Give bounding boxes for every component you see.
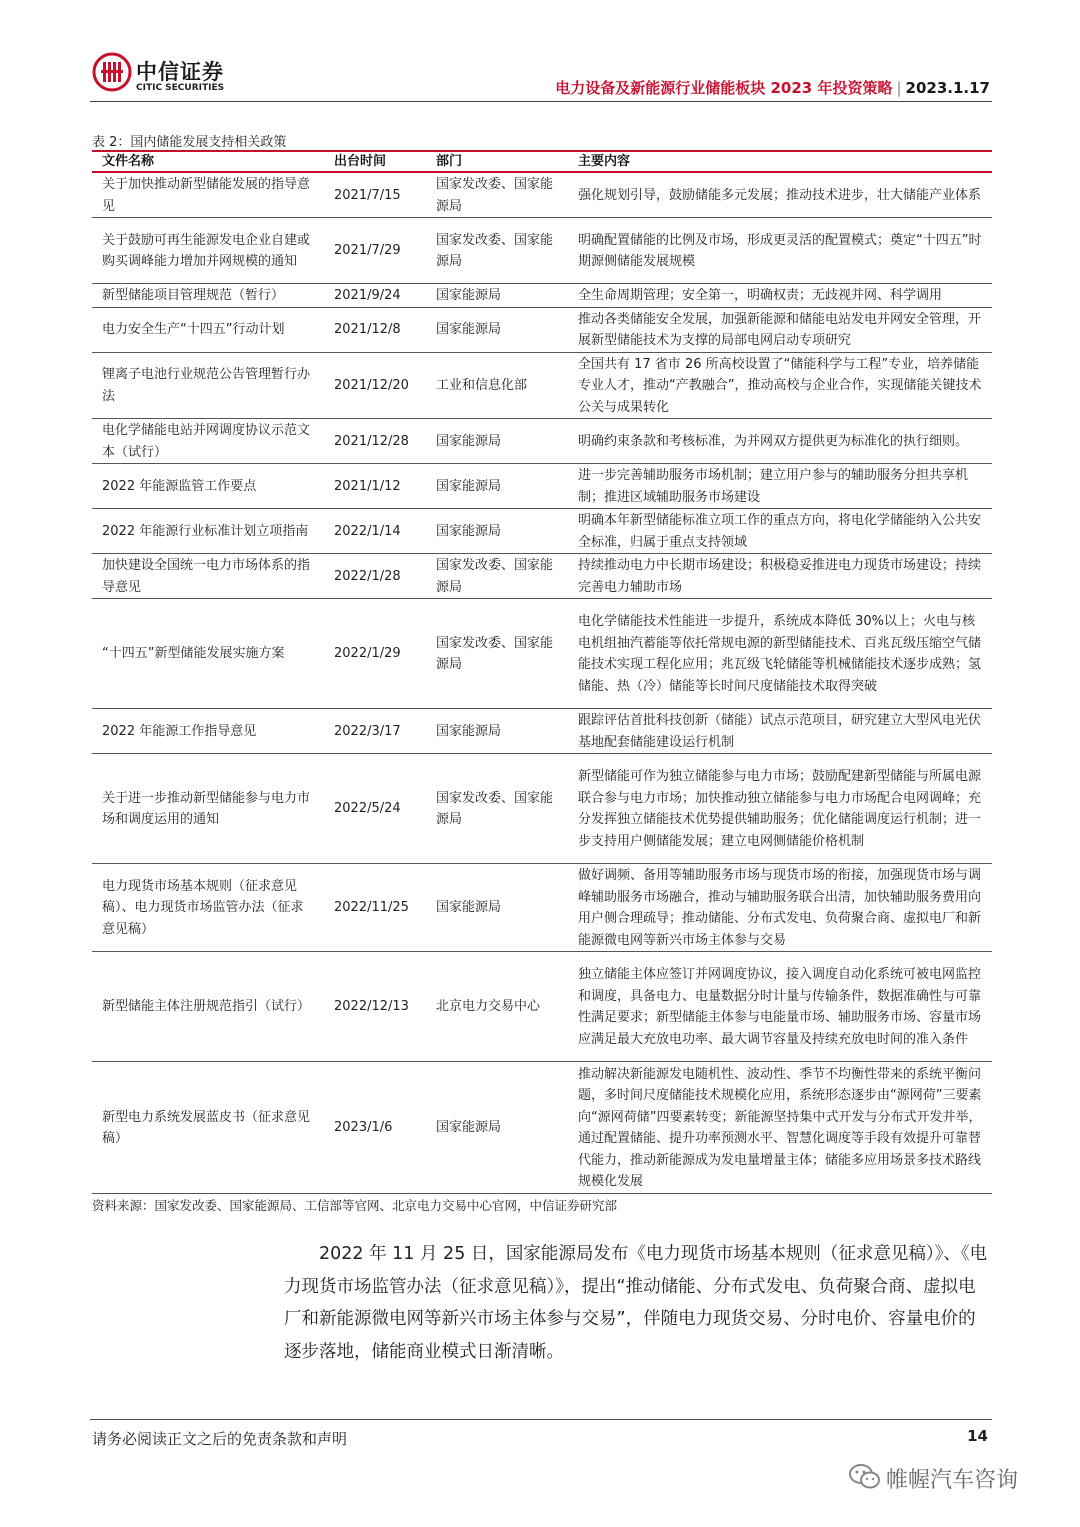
cell-date: 2022/1/14 — [324, 509, 426, 554]
cell-document-name: 新型电力系统发展蓝皮书（征求意见稿） — [92, 1062, 324, 1194]
cell-date: 2022/11/25 — [324, 864, 426, 952]
cell-date: 2022/3/17 — [324, 709, 426, 754]
cell-date: 2021/12/20 — [324, 352, 426, 419]
watermark-text: 帷幄汽车咨询 — [886, 1468, 1019, 1493]
cell-document-name: 关于进一步推动新型储能参与电力市场和调度运用的通知 — [92, 754, 324, 864]
table-row — [92, 352, 992, 419]
table-row — [92, 754, 992, 864]
cell-content: 独立储能主体应签订并网调度协议，接入调度自动化系统可被电网监控和调度，具备电力、电量数据分时计量与传输条件，数据准确性与可靠性满足要求；新型储能主体参与电能量市场、辅助服务市场、容量市场应满足最大充放电功率、最大调节容量及持续充放电时间的准入条件 — [568, 952, 992, 1062]
cell-department: 国家能源局 — [426, 419, 568, 464]
table-caption: 表 2：国内储能发展支持相关政策 — [92, 135, 287, 150]
cell-content: 全国共有 17 省市 26 所高校设置了“储能科学与工程”专业，培养储能专业人才，推动“产教融合”，推动高校与企业合作，实现储能关键技术公关与成果转化 — [568, 352, 992, 419]
cell-content: 明确配置储能的比例及市场，形成更灵活的配置模式；奠定“十四五”时期源侧储能发展规模 — [568, 218, 992, 284]
cell-content: 做好调频、备用等辅助服务市场与现货市场的衔接，加强现货市场与调峰辅助服务市场融合，推动与辅助服务联合出清，加快辅助服务费用向用户侧合理疏导；推动储能、分布式发电、负荷聚合商、虚拟电厂和新能源微电网等新兴市场主体参与交易 — [568, 864, 992, 952]
cell-department: 工业和信息化部 — [426, 352, 568, 419]
column-header-content: 主要内容 — [568, 151, 992, 172]
policy-table-container — [92, 150, 992, 1194]
cell-department: 国家发改委、国家能源局 — [426, 599, 568, 709]
page-header — [0, 0, 1080, 110]
cell-document-name: 锂离子电池行业规范公告管理暂行办法 — [92, 352, 324, 419]
table-row — [92, 709, 992, 754]
report-title — [555, 77, 990, 98]
report-date: 2023.1.17 — [905, 79, 990, 97]
cell-department: 国家能源局 — [426, 509, 568, 554]
cell-date: 2023/1/6 — [324, 1062, 426, 1194]
table-row — [92, 599, 992, 709]
policy-table — [92, 150, 992, 1194]
header-divider — [90, 101, 992, 102]
cell-date: 2022/12/13 — [324, 952, 426, 1062]
table-row — [92, 864, 992, 952]
table-row — [92, 218, 992, 284]
cell-department: 国家能源局 — [426, 864, 568, 952]
cell-date: 2021/7/29 — [324, 218, 426, 284]
cell-department: 国家能源局 — [426, 1062, 568, 1194]
logo-chinese-name: 中信证券 — [136, 60, 224, 84]
cell-document-name: 2022 年能源行业标准计划立项指南 — [92, 509, 324, 554]
table-row — [92, 419, 992, 464]
cell-department: 北京电力交易中心 — [426, 952, 568, 1062]
cell-department: 国家发改委、国家能源局 — [426, 754, 568, 864]
cell-content: 电化学储能技术性能进一步提升，系统成本降低 30%以上；火电与核电机组抽汽蓄能等依托常规电源的新型储能技术、百兆瓦级压缩空气储能技术实现工程化应用；兆瓦级飞轮储能等机械储能技术逐步成熟；氢储能、热（冷）储能等长时间尺度储能技术取得突破 — [568, 599, 992, 709]
column-header-department: 部门 — [426, 151, 568, 172]
footer-disclaimer: 请务必阅读正文之后的免责条款和声明 — [92, 1430, 348, 1448]
cell-document-name: “十四五”新型储能发展实施方案 — [92, 599, 324, 709]
cell-document-name: 电化学储能电站并网调度协议示范文本（试行） — [92, 419, 324, 464]
cell-department: 国家能源局 — [426, 709, 568, 754]
table-row — [92, 307, 992, 352]
page-number: 14 — [967, 1427, 988, 1445]
cell-content: 持续推动电力中长期市场建设；积极稳妥推进电力现货市场建设；持续完善电力辅助市场 — [568, 554, 992, 599]
cell-content: 明确本年新型储能标准立项工作的重点方向，将电化学储能纳入公共安全标准，归属于重点支持领域 — [568, 509, 992, 554]
citic-logo-icon — [92, 52, 132, 92]
table-row — [92, 952, 992, 1062]
table-row — [92, 1062, 992, 1194]
table-row — [92, 554, 992, 599]
wechat-icon — [848, 1462, 882, 1492]
citic-logo — [92, 52, 242, 102]
table-source-note: 资料来源：国家发改委、国家能源局、工信部等官网、北京电力交易中心官网，中信证券研究部 — [92, 1198, 618, 1213]
cell-department: 国家发改委、国家能源局 — [426, 172, 568, 218]
cell-document-name: 新型储能主体注册规范指引（试行） — [92, 952, 324, 1062]
column-header-name: 文件名称 — [92, 151, 324, 172]
cell-department: 国家能源局 — [426, 284, 568, 308]
cell-date: 2021/12/8 — [324, 307, 426, 352]
cell-date: 2022/5/24 — [324, 754, 426, 864]
report-title-text: 电力设备及新能源行业储能板块 2023 年投资策略 — [555, 79, 893, 97]
cell-content: 推动解决新能源发电随机性、波动性、季节不均衡性带来的系统平衡问题，多时间尺度储能技术规模化应用，系统形态逐步由“源网荷”三要素向“源网荷储”四要素转变；新能源坚持集中式开发与分布式开发并举，通过配置储能、提升功率预测水平、智慧化调度等手段有效提升可靠替代能力，推动新能源成为发电量增量主体；储能多应用场景多技术路线规模化发展 — [568, 1062, 992, 1194]
cell-date: 2022/1/28 — [324, 554, 426, 599]
cell-document-name: 2022 年能源工作指导意见 — [92, 709, 324, 754]
cell-date: 2022/1/29 — [324, 599, 426, 709]
cell-department: 国家发改委、国家能源局 — [426, 218, 568, 284]
cell-content: 全生命周期管理；安全第一，明确权责；无歧视并网、科学调用 — [568, 284, 992, 308]
table-row — [92, 509, 992, 554]
cell-department: 国家能源局 — [426, 307, 568, 352]
cell-date: 2021/1/12 — [324, 464, 426, 509]
body-paragraph: 2022 年 11 月 25 日，国家能源局发布《电力现货市场基本规则（征求意见稿）》、《电力现货市场监管办法（征求意见稿）》，提出“推动储能、分布式发电、负荷聚合商、虚拟电厂和新能源微电网等新兴市场主体参与交易”，伴随电力现货交易、分时电价、容量电价的逐步落地，储能商业模式日渐清晰。 — [284, 1244, 988, 1362]
table-header-row — [92, 151, 992, 172]
cell-date: 2021/7/15 — [324, 172, 426, 218]
cell-document-name: 关于鼓励可再生能源发电企业自建或购买调峰能力增加并网规模的通知 — [92, 218, 324, 284]
cell-department: 国家发改委、国家能源局 — [426, 554, 568, 599]
title-separator: | — [896, 79, 902, 97]
logo-english-name: CITIC SECURITIES — [136, 83, 225, 93]
cell-document-name: 电力安全生产“十四五”行动计划 — [92, 307, 324, 352]
table-row — [92, 464, 992, 509]
table-row — [92, 172, 992, 218]
cell-content: 推动各类储能安全发展，加强新能源和储能电站发电并网安全管理，开展新型储能技术为支撑的局部电网启动专项研究 — [568, 307, 992, 352]
wechat-watermark — [848, 1458, 1048, 1498]
column-header-date: 出台时间 — [324, 151, 426, 172]
cell-date: 2021/9/24 — [324, 284, 426, 308]
cell-content: 强化规划引导，鼓励储能多元发展；推动技术进步，壮大储能产业体系 — [568, 172, 992, 218]
cell-department: 国家能源局 — [426, 464, 568, 509]
cell-document-name: 新型储能项目管理规范（暂行） — [92, 284, 324, 308]
table-row — [92, 284, 992, 308]
cell-document-name: 加快建设全国统一电力市场体系的指导意见 — [92, 554, 324, 599]
cell-content: 新型储能可作为独立储能参与电力市场；鼓励配建新型储能与所属电源联合参与电力市场；加快推动独立储能参与电力市场配合电网调峰；充分发挥独立储能技术优势提供辅助服务；优化储能调度运行机制；进一步支持用户侧储能发展；建立电网侧储能价格机制 — [568, 754, 992, 864]
footer-divider — [90, 1419, 992, 1420]
cell-document-name: 电力现货市场基本规则（征求意见稿）、电力现货市场监管办法（征求意见稿） — [92, 864, 324, 952]
cell-content: 明确约束条款和考核标准，为并网双方提供更为标准化的执行细则。 — [568, 419, 992, 464]
cell-date: 2021/12/28 — [324, 419, 426, 464]
cell-document-name: 2022 年能源监管工作要点 — [92, 464, 324, 509]
cell-content: 进一步完善辅助服务市场机制；建立用户参与的辅助服务分担共享机制；推进区域辅助服务市场建设 — [568, 464, 992, 509]
cell-content: 跟踪评估首批科技创新（储能）试点示范项目，研究建立大型风电光伏基地配套储能建设运行机制 — [568, 709, 992, 754]
cell-document-name: 关于加快推动新型储能发展的指导意见 — [92, 172, 324, 218]
